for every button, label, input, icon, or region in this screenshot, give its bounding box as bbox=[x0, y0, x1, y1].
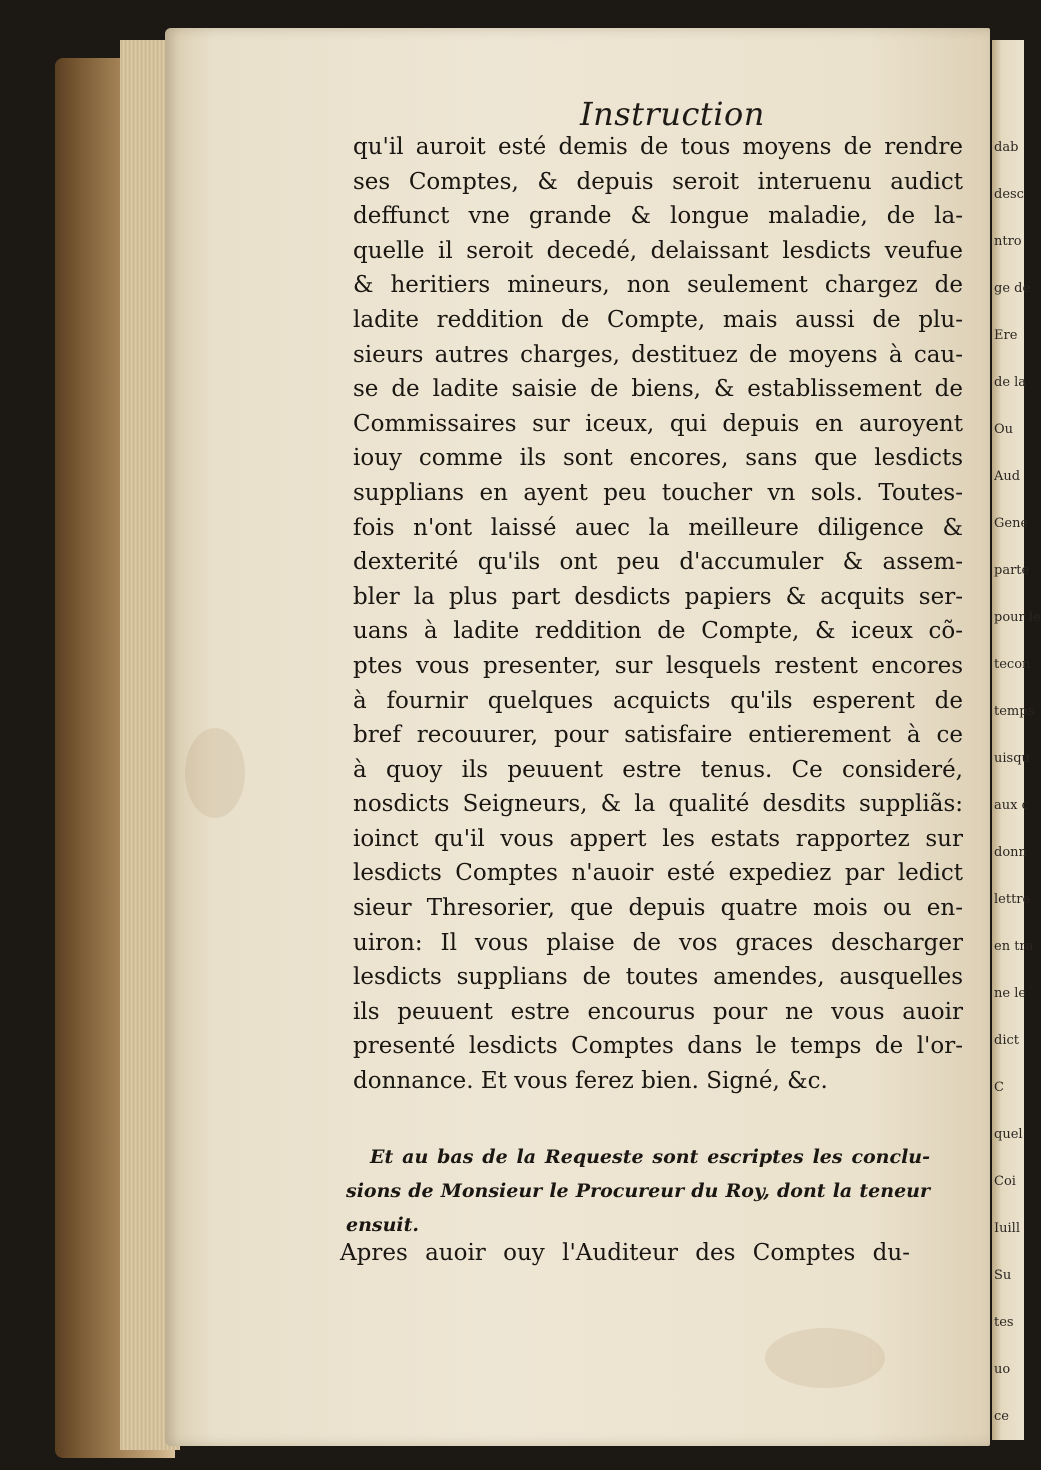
facing-page-fragment: uisqu bbox=[994, 751, 1030, 766]
facing-page-fragment: de la bbox=[994, 375, 1027, 390]
facing-page-fragment: ce bbox=[994, 1409, 1009, 1424]
text-line: lesdicts Comptes n'auoir esté expediez par ledict bbox=[353, 860, 963, 887]
facing-page-fragment: Iuill bbox=[994, 1221, 1020, 1236]
facing-page-fragment: quel bbox=[994, 1127, 1023, 1142]
facing-page-fragment: Gene bbox=[994, 516, 1029, 531]
facing-page-fragment: pour le bbox=[994, 610, 1041, 625]
facing-page-fragment: Coi bbox=[994, 1174, 1016, 1189]
conclusion-line: ensuit. bbox=[346, 1214, 420, 1236]
conclusion-note bbox=[346, 1140, 930, 1242]
text-line: donnance. Et vous ferez bien. Signé, &c. bbox=[353, 1068, 828, 1095]
text-line: Commissaires sur iceux, qui depuis en auroyent bbox=[353, 410, 963, 437]
text-line: à fournir quelques acquicts qu'ils esperent de bbox=[353, 687, 963, 714]
text-line: quelle il seroit decedé, delaissant lesdicts veufue bbox=[353, 237, 963, 264]
facing-page-fragment: aux c bbox=[994, 798, 1029, 813]
text-line: uans à ladite reddition de Compte, & iceux cõ- bbox=[353, 618, 963, 645]
text-line: ioinct qu'il vous appert les estats rapportez sur bbox=[353, 825, 963, 852]
facing-page-fragment: tes bbox=[994, 1315, 1014, 1330]
text-line: qu'il auroit esté demis de tous moyens de rendre bbox=[353, 134, 963, 160]
text-line: à quoy ils peuuent estre tenus. Ce consideré, bbox=[353, 756, 963, 783]
text-line: lesdicts supplians de toutes amendes, ausquelles bbox=[353, 964, 963, 991]
text-line: bref recouurer, pour satisfaire entierement à ce bbox=[353, 722, 963, 749]
facing-page-fragment: dict bbox=[994, 1033, 1019, 1048]
facing-page-fragment: tecon bbox=[994, 657, 1031, 672]
text-line: sieur Thresorier, que depuis quatre mois ou en- bbox=[353, 895, 963, 922]
facing-page-fragment: uo bbox=[994, 1362, 1011, 1377]
facing-page-fragment: Ou bbox=[994, 422, 1014, 437]
closing-line: Apres auoir ouy l'Auditeur des Comptes du- bbox=[340, 1240, 910, 1266]
facing-page-fragment: dab bbox=[994, 140, 1019, 155]
text-line: ptes vous presenter, sur lesquels restent encores bbox=[353, 652, 963, 679]
conclusion-line: Et au bas de la Requeste sont escriptes les conclu- bbox=[370, 1146, 930, 1168]
facing-page-fragment: Su bbox=[994, 1268, 1012, 1283]
page-stain bbox=[185, 728, 245, 818]
text-line: ils peuuent estre encourus pour ne vous auoir bbox=[353, 998, 963, 1025]
facing-page-fragment: desc bbox=[994, 187, 1024, 202]
text-line: dexterité qu'ils ont peu d'accumuler & assem- bbox=[353, 549, 963, 576]
facing-page-fragment: ne le bbox=[994, 986, 1027, 1001]
text-line: nosdicts Seigneurs, & la qualité desdits suppliãs: bbox=[353, 791, 963, 818]
text-line: bler la plus part desdicts papiers & acquits ser- bbox=[353, 583, 963, 610]
text-line: ladite reddition de Compte, mais aussi de plu- bbox=[353, 306, 963, 333]
facing-page-fragment: temps bbox=[994, 704, 1035, 719]
facing-page-fragment: Ere bbox=[994, 328, 1018, 343]
facing-page-fragment: ntro bbox=[994, 234, 1022, 249]
text-line: deffunct vne grande & longue maladie, de la- bbox=[353, 203, 963, 230]
body-text bbox=[353, 130, 963, 1099]
running-head: Instruction bbox=[580, 95, 765, 133]
page-stain bbox=[765, 1328, 885, 1388]
facing-page-fragment: lettre bbox=[994, 892, 1031, 907]
text-line: iouy comme ils sont encores, sans que lesdicts bbox=[353, 445, 963, 472]
facing-page-fragment: Aud bbox=[994, 469, 1021, 484]
facing-page-fragment: donn bbox=[994, 845, 1027, 860]
text-line: sieurs autres charges, destituez de moyens à cau- bbox=[353, 341, 963, 368]
facing-page-fragment: en tra bbox=[994, 939, 1034, 954]
facing-page-fragment: C bbox=[994, 1080, 1004, 1095]
text-line: fois n'ont laissé auec la meilleure diligence & bbox=[353, 514, 963, 541]
text-line: se de ladite saisie de biens, & establissement de bbox=[353, 376, 963, 403]
conclusion-line: sions de Monsieur le Procureur du Roy, dont la teneur bbox=[346, 1180, 930, 1202]
text-line: presenté lesdicts Comptes dans le temps de l'or- bbox=[353, 1033, 963, 1060]
facing-page-edge bbox=[992, 40, 1041, 1440]
facing-page-fragment: parte bbox=[994, 563, 1030, 578]
facing-page-fragment: ge de bbox=[994, 281, 1031, 296]
text-line: ses Comptes, & depuis seroit interuenu audict bbox=[353, 168, 963, 195]
text-line: uiron: Il vous plaise de vos graces descharger bbox=[353, 929, 963, 956]
text-line: supplians en ayent peu toucher vn sols. Toutes- bbox=[353, 479, 963, 506]
text-line: & heritiers mineurs, non seulement chargez de bbox=[353, 272, 963, 299]
